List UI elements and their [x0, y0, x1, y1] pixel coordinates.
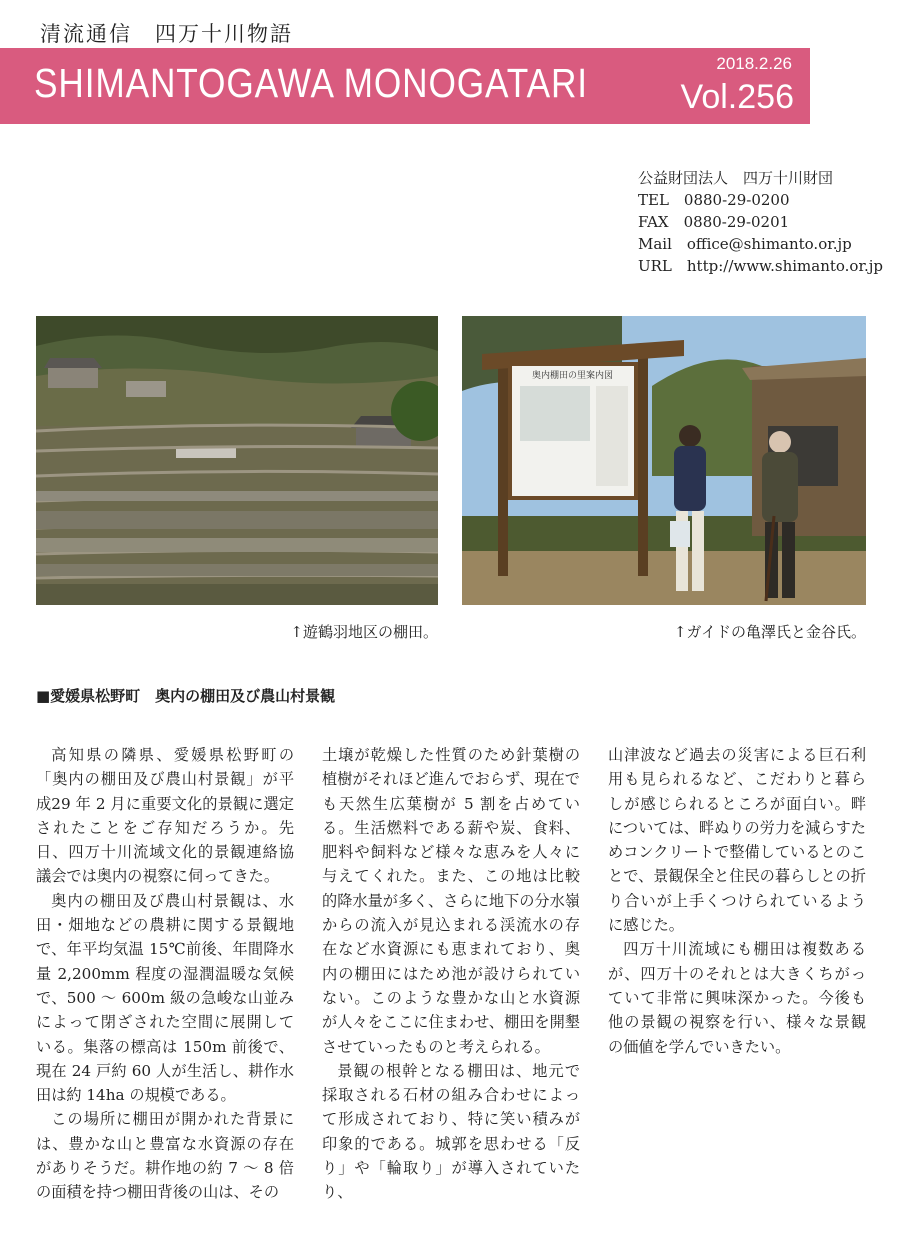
issue-date: 2018.2.26: [716, 54, 792, 73]
title-banner: [0, 48, 810, 124]
paragraph: 土壌が乾燥した性質のため針葉樹の植樹がそれほど進んでおらず、現在でも天然生広葉樹が 5 割を占めている。生活燃料である薪や炭、食料、肥料や飼料など様々な恵みを人々に与えてくれた。また、この地は比較的降水量が多く、さらに地下の分水嶺からの流入が見込まれる渓流水の存在など水資源にも恵まれており、奥内の棚田にはため池が設けられていない。このような豊かな山と水資源が人々をここに住まわせ、棚田を開墾させていったものと考えられる。: [322, 746, 580, 1056]
guides-photo: [462, 316, 866, 605]
sign-title: 奥内棚田の里案内図: [532, 371, 614, 381]
right-photo-caption: ↑ガイドの亀澤氏と金谷氏。: [673, 623, 866, 641]
newsletter-title: SHIMANTOGAWA MONOGATARI: [34, 60, 588, 106]
org-name: 公益財団法人 四万十川財団: [638, 169, 834, 187]
left-photo-caption: ↑遊鶴羽地区の棚田。: [290, 623, 438, 641]
paragraph: 四万十川流域にも棚田は複数あるが、四万十のそれとは大きくちがっていて非常に興味深かった。今後も他の景観の視察を行い、様々な景観の価値を学んでいきたい。: [608, 940, 866, 1056]
paragraph: この場所に棚田が開かれた背景には、豊かな山と豊富な水資源の存在がありそうだ。耕作地の約 7 ～ 8 倍の面積を持つ棚田背後の山は、その: [36, 1110, 294, 1202]
fax: FAX 0880-29-0201: [638, 213, 790, 231]
paragraph: 奥内の棚田及び農山村景観は、水田・畑地などの農耕に関する景観地で、年平均気温 15℃前後、年間降水量 2,200mm 程度の湿潤温暖な気候で、500 ～ 600m 級の急峻な山並みによって閉ざされた空間に展開している。集落の標高は 150m 前後で、現在 24 戸約 60 人が生活し、耕作水田は約 14ha の規模である。: [36, 891, 294, 1105]
terraced-fields-photo: [36, 316, 438, 605]
issue-volume: Vol.256: [680, 78, 794, 116]
contact-block: [638, 167, 883, 277]
newsletter-subtitle: 清流通信 四万十川物語: [40, 22, 293, 46]
mail: Mail office@shimanto.or.jp: [638, 235, 852, 253]
paragraph: 山津波など過去の災害による巨石利用も見られるなど、こだわりと暮らしが感じられるところが面白い。畔については、畔ぬりの労力を減らすためコンクリートで整備しているとのことで、景観保全と住民の暮らしとの折り合いが上手くつけられているように感じた。: [608, 746, 866, 935]
article-column-1: [36, 743, 294, 1205]
article-column-3: [608, 743, 866, 1059]
tel: TEL 0880-29-0200: [638, 191, 790, 209]
url: URL http://www.shimanto.or.jp: [638, 257, 884, 275]
article-column-2: [322, 743, 580, 1205]
paragraph: 高知県の隣県、愛媛県松野町の「奥内の棚田及び農山村景観」が平成29 年 2 月に重要文化的景観に選定されたことをご存知だろうか。先日、四万十川流域文化的景観連絡協議会では奥内の視察に伺ってきた。: [36, 746, 294, 886]
article-heading: ■愛媛県松野町 奥内の棚田及び農山村景観: [36, 687, 336, 705]
paragraph: 景観の根幹となる棚田は、地元で採取される石材の組み合わせによって形成されており、特に笑い積みが印象的である。城郭を思わせる「反り」や「輪取り」が導入されていたり、: [322, 1061, 580, 1202]
